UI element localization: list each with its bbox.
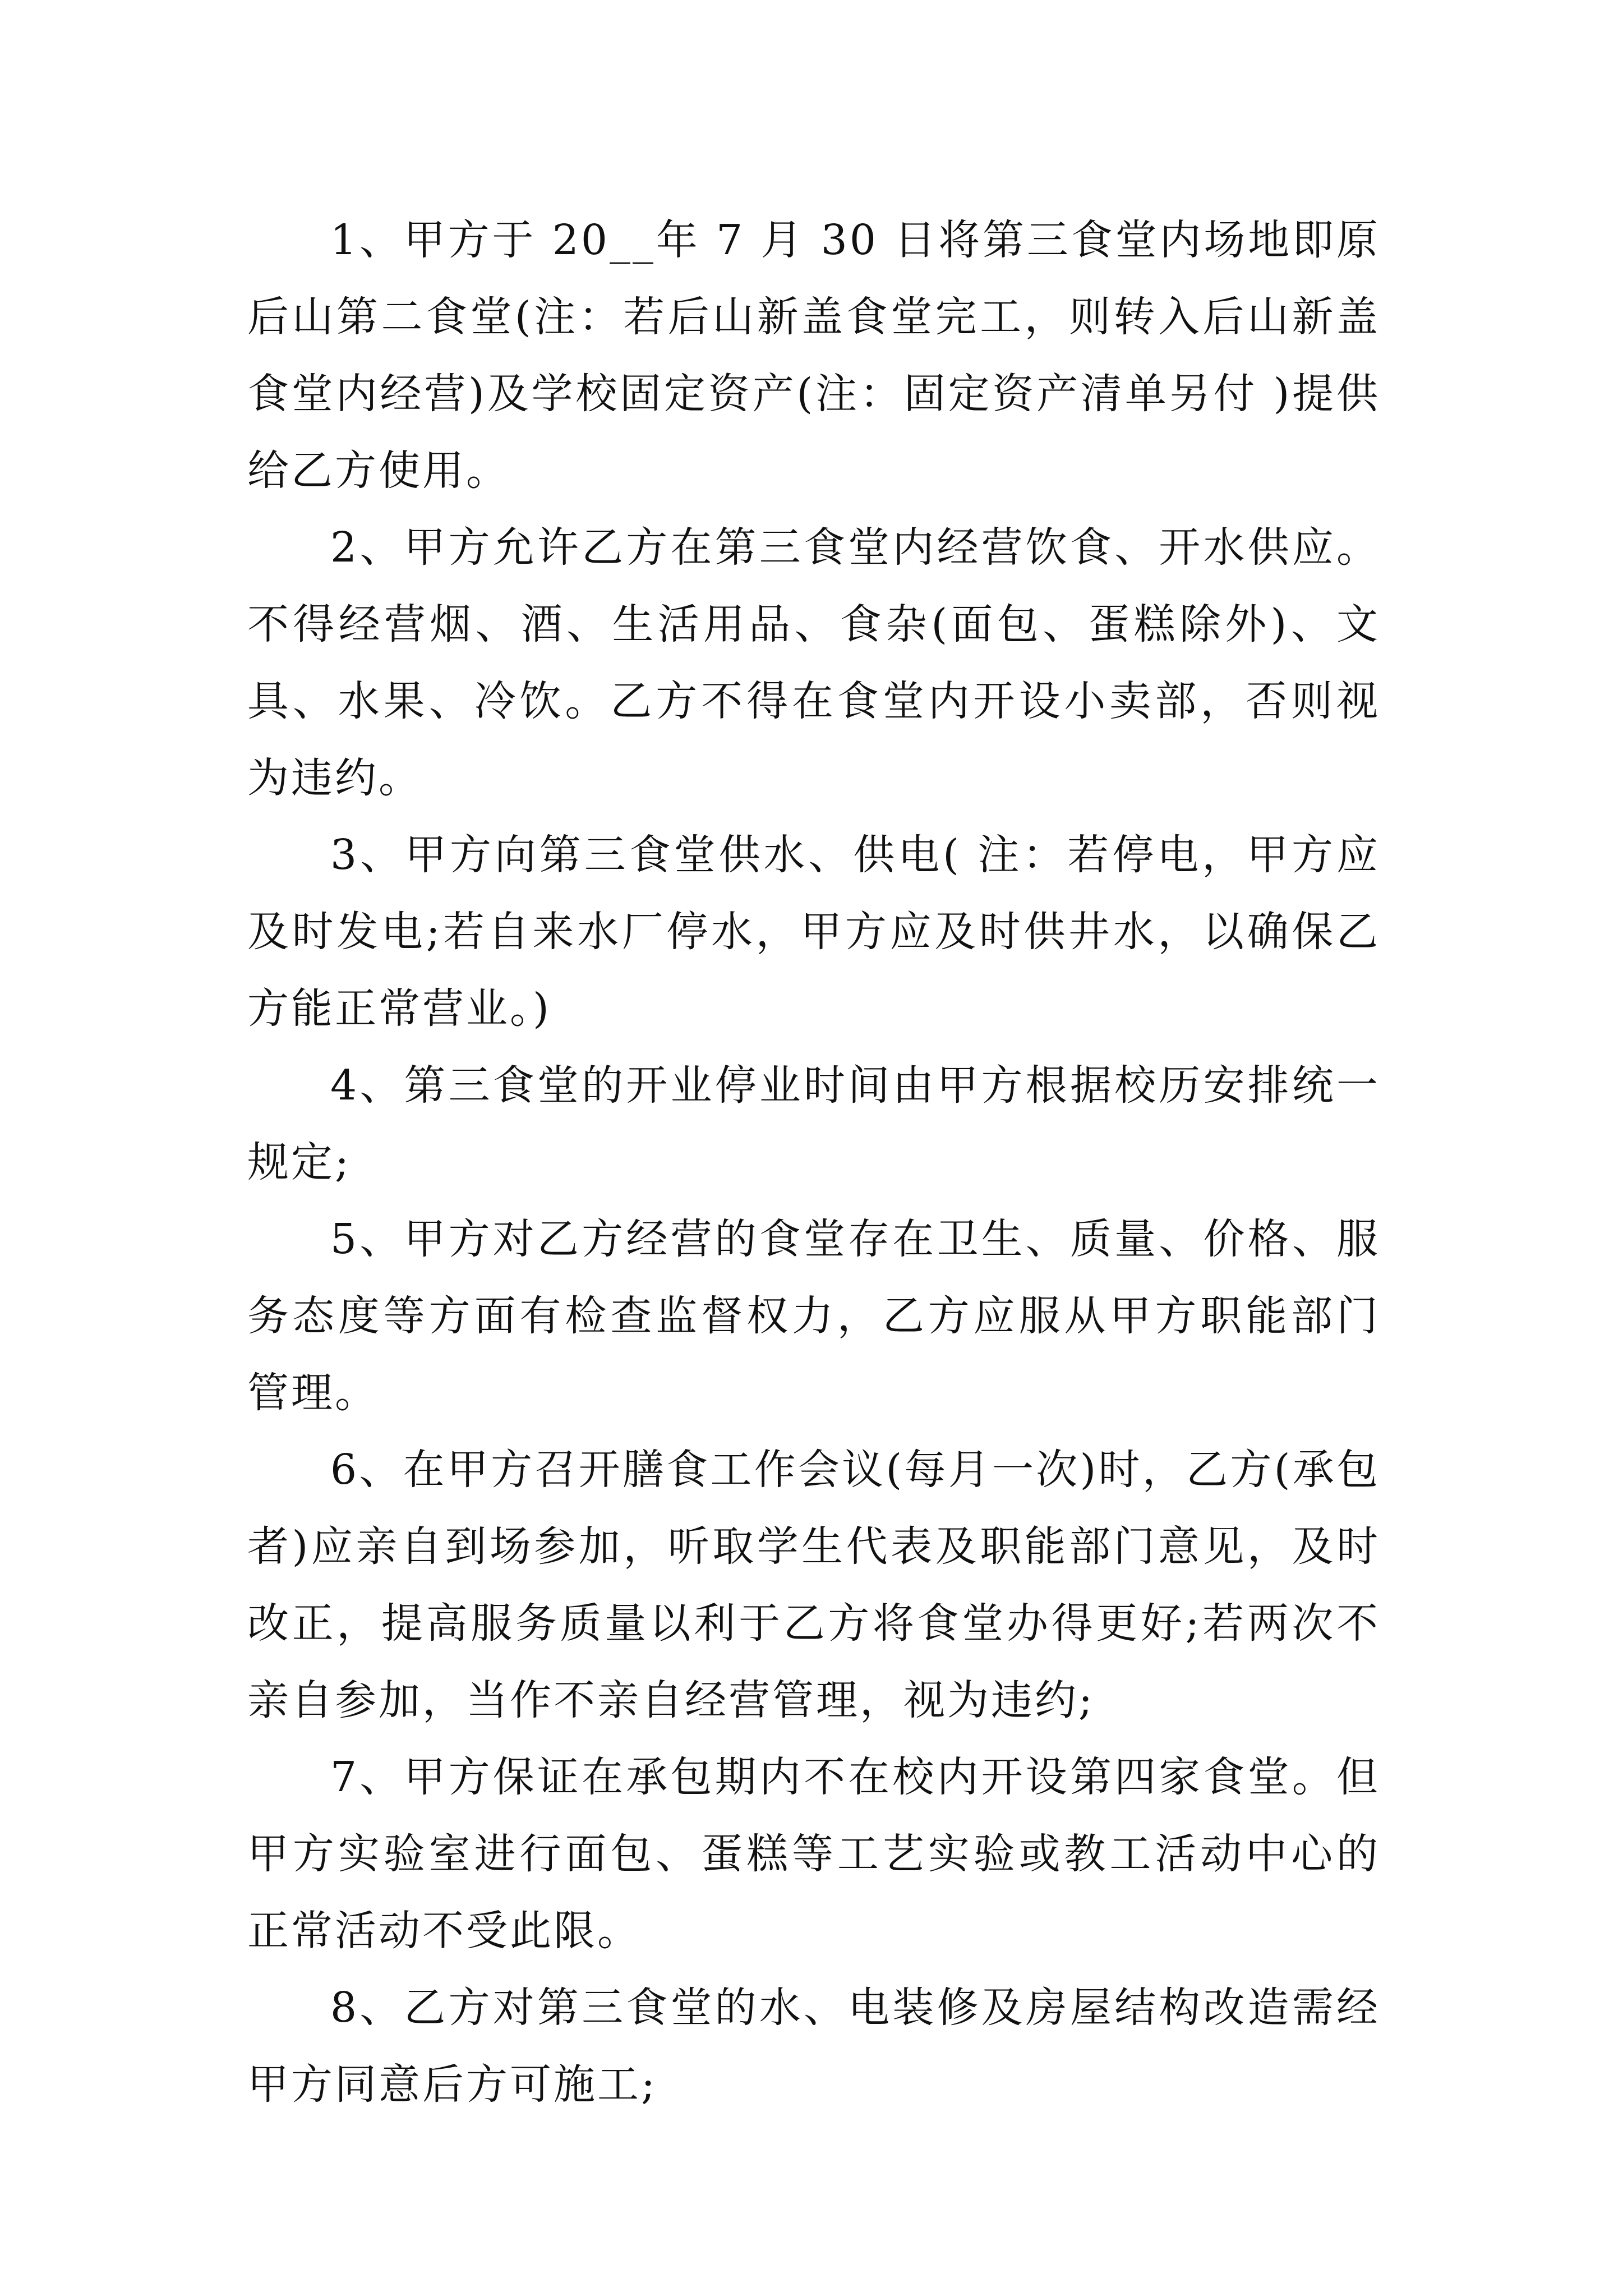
document-body xyxy=(247,202,1380,2123)
clause-6: 6、在甲方召开膳食工作会议(每月一次)时，乙方(承包者)应亲自到场参加，听取学生代表及职能部门意见，及时改正，提高服务质量以利于乙方将食堂办得更好;若两次不亲自参加，当作不亲自经营管理，视为违约; xyxy=(247,1446,1380,1724)
clause-7: 7、甲方保证在承包期内不在校内开设第四家食堂。但甲方实验室进行面包、蛋糕等工艺实验或教工活动中心的正常活动不受此限。 xyxy=(247,1753,1380,1955)
clause-5: 5、甲方对乙方经营的食堂存在卫生、质量、价格、服务态度等方面有检查监督权力，乙方应服从甲方职能部门管理。 xyxy=(247,1215,1380,1417)
clause-1: 1、甲方于 20__年 7 月 30 日将第三食堂内场地即原后山第二食堂(注：若后山新盖食堂完工，则转入后山新盖食堂内经营)及学校固定资产(注：固定资产清单另付 )提供给乙方使用。 xyxy=(247,216,1380,495)
clause-8: 8、乙方对第三食堂的水、电装修及房屋结构改造需经甲方同意后方可施工; xyxy=(247,1984,1380,2109)
clause-2: 2、甲方允许乙方在第三食堂内经营饮食、开水供应。不得经营烟、酒、生活用品、食杂(面包、蛋糕除外)、文具、水果、冷饮。乙方不得在食堂内开设小卖部，否则视为违约。 xyxy=(247,523,1380,802)
clause-4: 4、第三食堂的开业停业时间由甲方根据校历安排统一规定; xyxy=(247,1061,1380,1186)
clause-3: 3、甲方向第三食堂供水、供电( 注：若停电，甲方应及时发电;若自来水厂停水，甲方应及时供井水，以确保乙方能正常营业。) xyxy=(247,831,1380,1033)
